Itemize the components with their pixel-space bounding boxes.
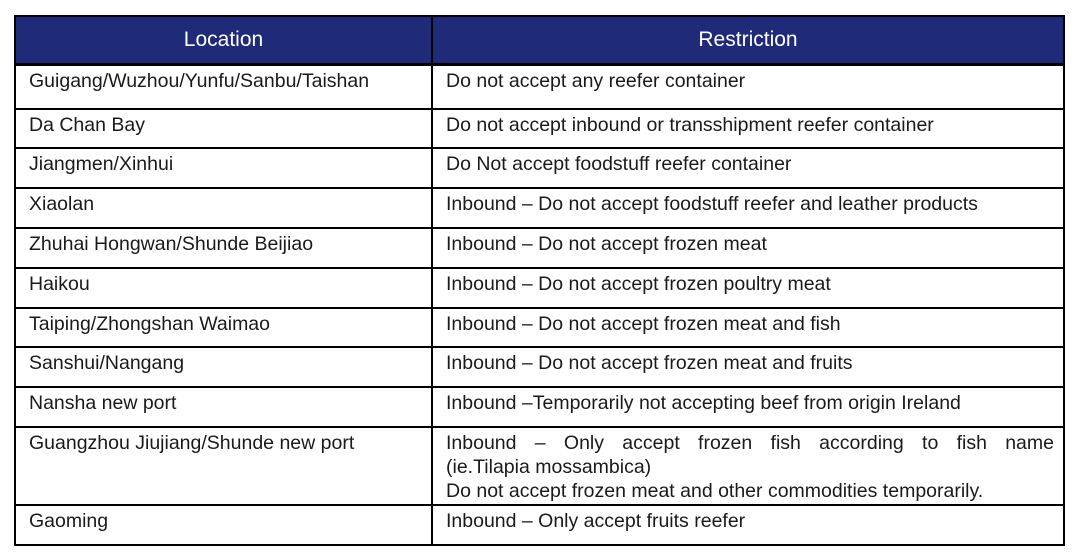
cell-location: Xiaolan [15, 188, 432, 228]
cell-location: Guangzhou Jiujiang/Shunde new port [15, 427, 432, 505]
restriction-line: Inbound – Only accept fruits reefer [446, 509, 746, 532]
cell-restriction [432, 109, 1064, 148]
cell-location: Guigang/Wuzhou/Yunfu/Sanbu/Taishan [15, 65, 432, 109]
restriction-line: Do Not accept foodstuff reefer container [446, 152, 792, 175]
cell-restriction [432, 188, 1064, 228]
table-row [15, 505, 1064, 545]
table-row [15, 308, 1064, 347]
cell-location: Jiangmen/Xinhui [15, 148, 432, 188]
restriction-line: Inbound –Temporarily not accepting beef from origin Ireland [446, 391, 961, 414]
cell-location: Haikou [15, 268, 432, 308]
restriction-line: Inbound – Do not accept frozen meat and fruits [446, 351, 853, 374]
restriction-line: Do not accept frozen meat and other commodities temporarily. [446, 479, 984, 502]
cell-restriction [432, 148, 1064, 188]
restriction-line: (ie.Tilapia mossambica) [446, 455, 652, 478]
cell-restriction [432, 505, 1064, 545]
cell-restriction [432, 308, 1064, 347]
restriction-line: Inbound – Do not accept frozen poultry meat [446, 272, 831, 295]
cell-restriction [432, 347, 1064, 387]
cell-restriction [432, 387, 1064, 427]
restriction-line: Do not accept any reefer container [446, 70, 746, 92]
column-header-restriction: Restriction [432, 16, 1064, 65]
table-row [15, 347, 1064, 387]
cell-location: Gaoming [15, 505, 432, 545]
cell-location: Da Chan Bay [15, 109, 432, 148]
column-header-location: Location [15, 16, 432, 65]
table-row [15, 427, 1064, 505]
table-body [15, 65, 1064, 545]
cell-location: Sanshui/Nangang [15, 347, 432, 387]
restriction-line: Inbound – Do not accept foodstuff reefer and leather products [446, 192, 978, 215]
cell-location: Taiping/Zhongshan Waimao [15, 308, 432, 347]
table-row [15, 387, 1064, 427]
table-row [15, 148, 1064, 188]
restriction-line: Inbound – Do not accept frozen meat [446, 232, 767, 255]
cell-restriction [432, 268, 1064, 308]
restrictions-table [14, 15, 1065, 546]
restriction-line: Inbound – Only accept frozen fish according to fish name [446, 431, 1054, 454]
table-row [15, 228, 1064, 268]
restrictions-table-container [14, 15, 1063, 546]
cell-restriction [432, 427, 1064, 505]
restriction-line: Inbound – Do not accept frozen meat and fish [446, 312, 841, 335]
table-header-row [15, 16, 1064, 65]
cell-location: Zhuhai Hongwan/Shunde Beijiao [15, 228, 432, 268]
cell-restriction [432, 228, 1064, 268]
cell-location: Nansha new port [15, 387, 432, 427]
cell-restriction [432, 65, 1064, 109]
table-row [15, 188, 1064, 228]
table-row [15, 109, 1064, 148]
table-row [15, 65, 1064, 109]
table-row [15, 268, 1064, 308]
restriction-line: Do not accept inbound or transshipment reefer container [446, 113, 934, 136]
